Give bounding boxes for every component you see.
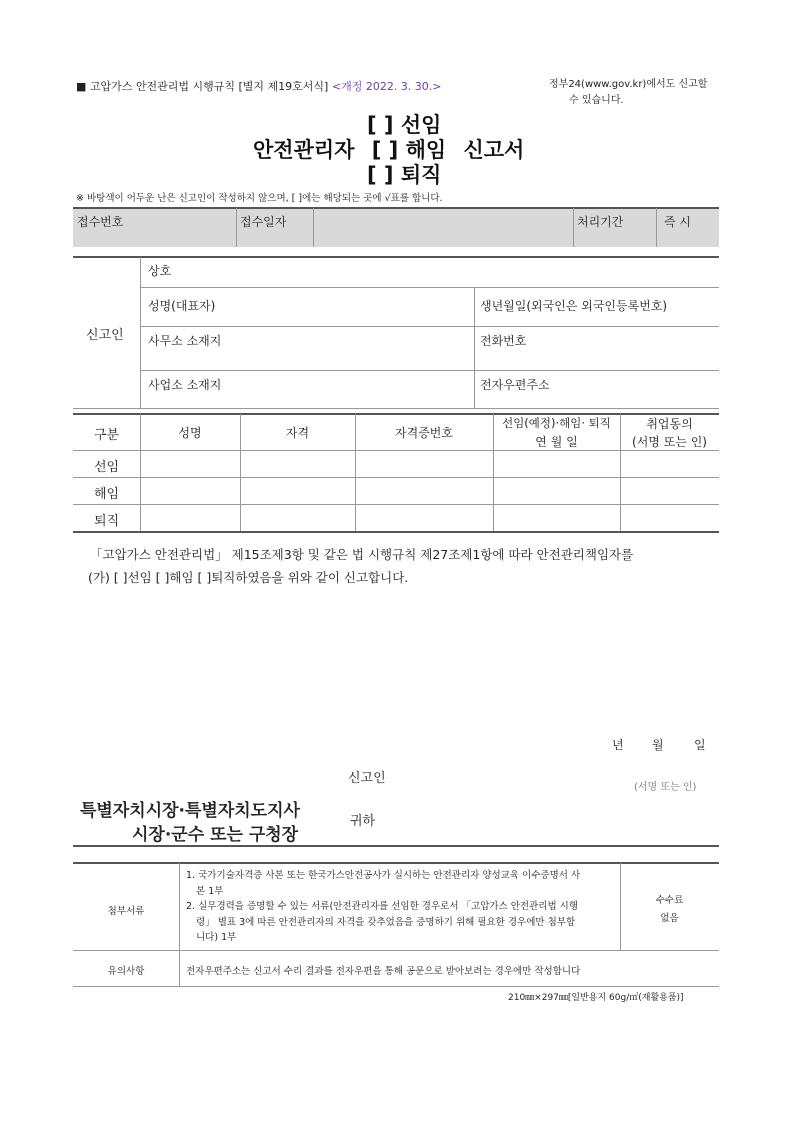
- applicant-section-label: 신고인: [86, 328, 124, 343]
- signer-sign-area[interactable]: (서명 또는 인): [634, 782, 697, 793]
- recipient-line-2: 시장·군수 또는 구청장: [132, 825, 299, 845]
- office-address-field[interactable]: 사무소 소재지: [148, 334, 222, 348]
- declaration-line-2: (가) [ ]선임 [ ]해임 [ ]퇴직하였음을 위와 같이 신고합니다.: [88, 570, 409, 585]
- header-consent: 취업동의: [646, 417, 693, 431]
- attachment-2-line-3: 니다) 1부: [196, 932, 237, 943]
- form-reference: [76, 78, 442, 94]
- row-dismiss-label: 해임: [93, 487, 120, 502]
- title-option-resign: [ ] 퇴직: [367, 163, 442, 187]
- attachments-list: [186, 868, 580, 946]
- birth-date-field[interactable]: 생년월일(외국인은 외국인등록번호): [480, 299, 668, 313]
- title-option-appoint: [ ] 선임: [367, 113, 442, 137]
- fee-value: 없음: [660, 913, 679, 924]
- header-name: 성명: [178, 426, 202, 440]
- attachment-2-line-1: 2. 실무경력을 증명할 수 있는 서류(안전관리자를 선임한 경우로서 「고압가스 안전관리법 시행: [186, 901, 579, 912]
- date-year: 년: [612, 738, 624, 752]
- attachments-label: 첨부서류: [107, 906, 145, 917]
- title-option-dismiss: [ ] 해임: [371, 138, 447, 162]
- header-license-number: 자격증번호: [395, 426, 453, 440]
- row-appoint-label: 선임: [93, 460, 120, 475]
- declaration-line-1: 「고압가스 안전관리법」 제15조제3항 및 같은 법 시행규칙 제27조제1항에 따라 안전관리책임자를: [90, 547, 634, 562]
- attachment-2-line-2: 령」 별표 3에 따른 안전관리자의 자격을 갖추었음을 증명하기 위해 필요한 경우에만 첨부합: [196, 916, 576, 928]
- gov24-notice: [549, 77, 707, 109]
- signer-label: 신고인: [348, 771, 386, 786]
- caution-label: 유의사항: [107, 966, 145, 977]
- title-main-right: 신고서: [463, 138, 525, 162]
- phone-field[interactable]: 전화번호: [480, 334, 527, 348]
- instruction-note: ※ 바탕색이 어두운 난은 신고인이 작성하지 않으며, [ ]에는 해당되는 곳에 √표를 합니다.: [76, 193, 443, 204]
- row-resign-label: 퇴직: [93, 514, 120, 529]
- site-address-field[interactable]: 사업소 소재지: [148, 378, 222, 392]
- receipt-number-label: 접수번호: [77, 215, 124, 229]
- recipient-suffix: 귀하: [350, 814, 376, 829]
- gov24-line-1: 정부24(www.gov.kr)에서도 신고할: [549, 79, 708, 90]
- header-consent-sign: (서명 또는 인): [632, 435, 707, 449]
- gov24-line-2: 수 있습니다.: [569, 95, 624, 106]
- company-name-field[interactable]: 상호: [148, 264, 172, 278]
- header-date-ymd: 연 월 일: [535, 435, 578, 449]
- recipient-line-1: 특별자치시장·특별자치도지사: [80, 801, 300, 821]
- attachment-1-line-2: 본 1부: [196, 885, 224, 897]
- revision-date: <개정 2022. 3. 30.>: [331, 80, 442, 93]
- date-day: 일: [694, 738, 706, 752]
- header-qualification: 자격: [285, 426, 310, 440]
- paper-spec: 210㎜×297㎜[일반용지 60g/㎡(재활용품)]: [508, 993, 684, 1003]
- processing-period-value: 즉 시: [664, 215, 691, 229]
- header-category: 구분: [93, 428, 120, 443]
- fee-label: 수수료: [655, 895, 684, 906]
- form-ref-text: ■ 고압가스 안전관리법 시행규칙 [별지 제19호서식]: [76, 80, 329, 93]
- receipt-date-label: 접수일자: [240, 215, 287, 229]
- header-date-type: 선임(예정)·해임· 퇴직: [502, 416, 611, 430]
- processing-period-label: 처리기간: [577, 215, 624, 229]
- attachment-1-line-1: 1. 국가기술자격증 사본 또는 한국가스안전공사가 실시하는 안전관리자 양성교육 이수증명서 사: [186, 870, 581, 881]
- email-field[interactable]: 전자우편주소: [480, 378, 550, 392]
- title-main-left: 안전관리자: [253, 138, 355, 162]
- representative-name-field[interactable]: 성명(대표자): [148, 299, 216, 313]
- caution-text: 전자우편주소는 신고서 수리 결과를 전자우편을 통해 공문으로 받아보려는 경우에만 작성합니다: [186, 966, 581, 977]
- date-month: 월: [652, 738, 664, 752]
